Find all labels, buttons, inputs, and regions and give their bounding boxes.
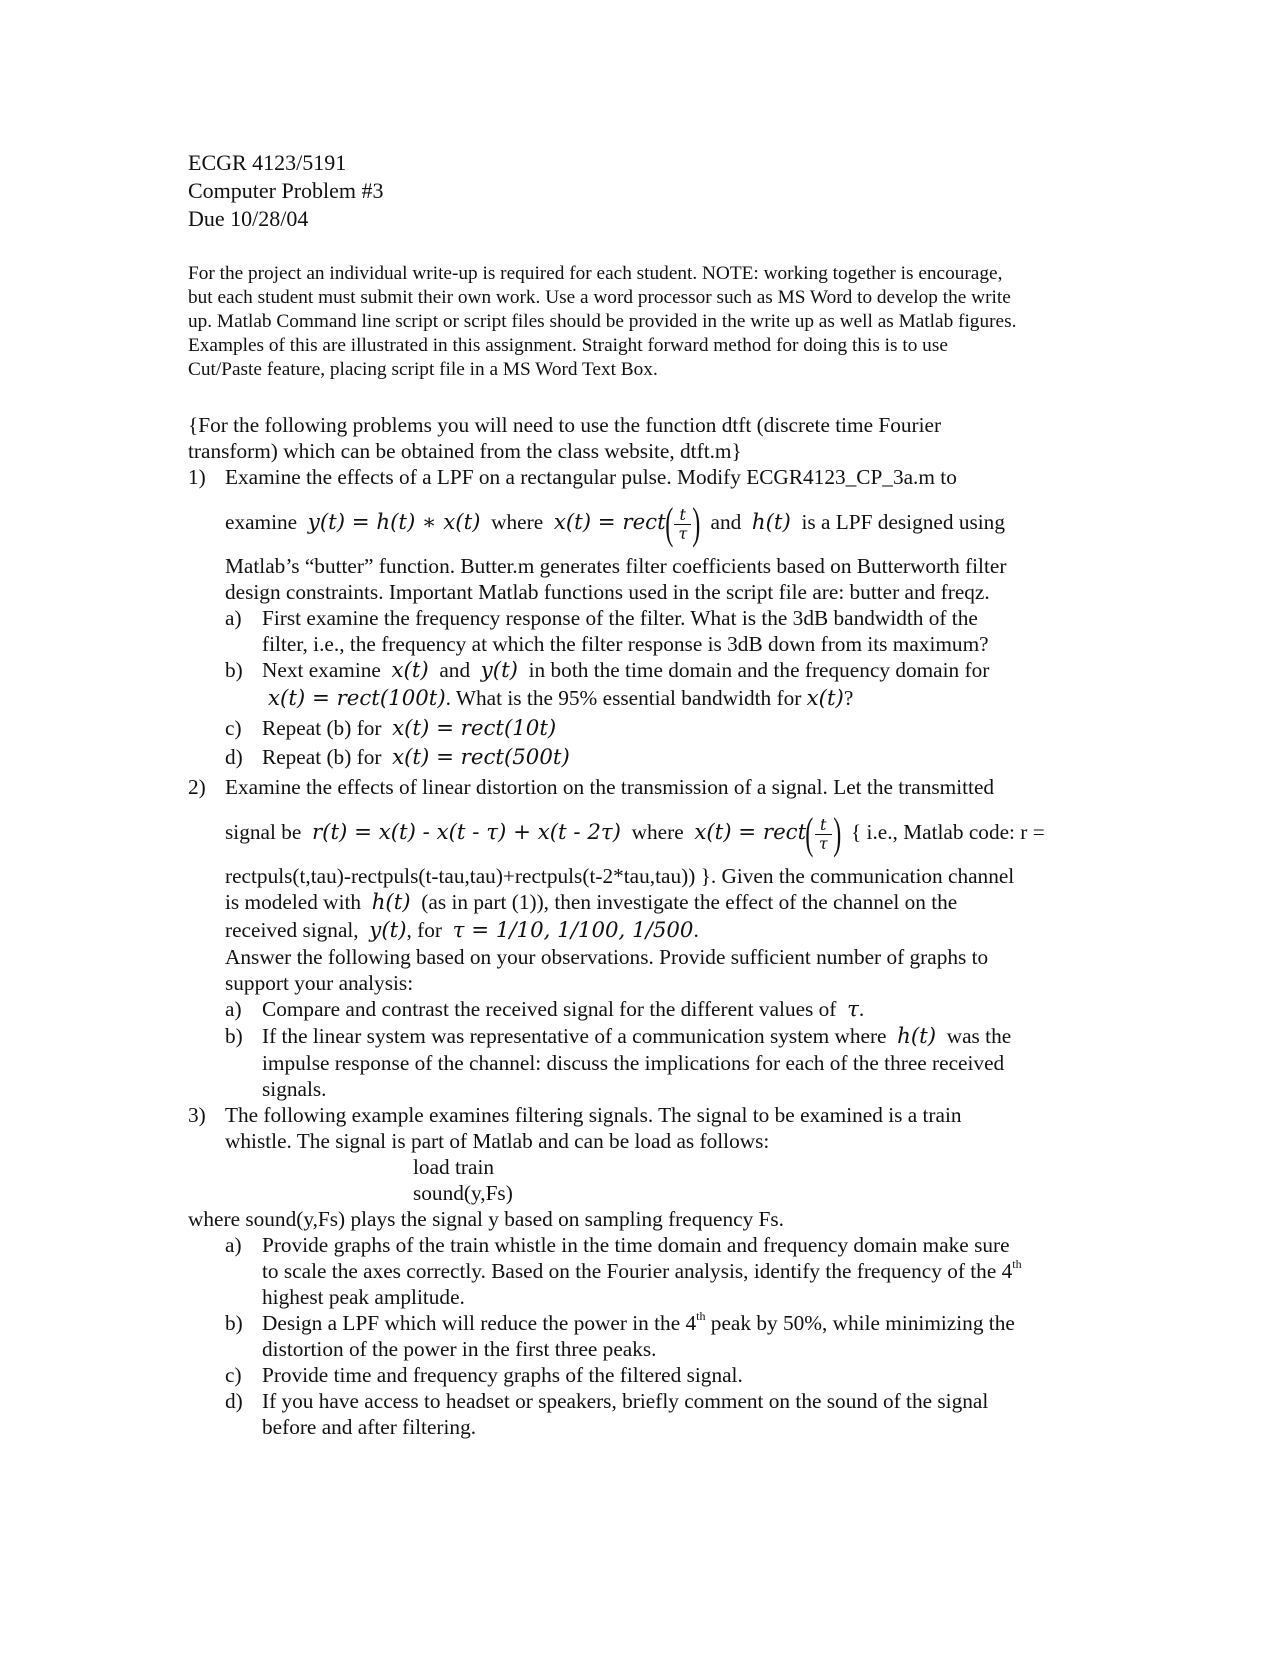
question-mark: ?: [843, 686, 854, 710]
problem-1-equation-line: examine y(t) = h(t) ∗ x(t) where x(t) = rect( $\frac{t}{\tau}$ ) and h(t) is a LPF designed using: [225, 499, 1005, 549]
subpart-b-line: [262, 1309, 1015, 1335]
problem-text: (as in part (1)), then investigate the effect of the channel on the: [421, 890, 958, 914]
subpart-a-line: [262, 1257, 1022, 1283]
h-of-t: h(t): [897, 1024, 937, 1049]
x-of-t: x(t): [806, 686, 844, 711]
subpart-label: c): [225, 716, 242, 740]
problem-1-line: design constraints. Important Matlab functions used in the script file are: butter and freqz.: [225, 580, 990, 604]
subpart-label: b): [225, 658, 243, 682]
rect-equation: x(t) = rect: [694, 820, 807, 845]
problem-1-number: 1): [188, 465, 206, 489]
x-of-t: x(t): [391, 658, 429, 683]
problem-2-line: [225, 920, 699, 941]
subpart-c-line: [262, 718, 556, 739]
intro-line: Cut/Paste feature, placing script file in a MS Word Text Box.: [188, 359, 658, 380]
superscript: th: [1012, 1257, 1022, 1271]
fraction-denominator: τ: [815, 834, 832, 853]
h-of-t: h(t): [751, 510, 791, 535]
subpart-text: If the linear system was representative of a communication system where: [262, 1024, 887, 1048]
problem-text: received signal,: [225, 918, 359, 942]
subpart-text: signals.: [262, 1077, 327, 1101]
subpart-label: d): [225, 745, 243, 769]
and-label: and: [439, 658, 471, 682]
subpart-text: to scale the axes correctly. Based on the Fourier analysis, identify the frequency of the 4: [262, 1259, 1013, 1283]
page-title: Computer Problem #3: [188, 178, 384, 203]
intro-line: but each student must submit their own work. Use a word processor such as MS Word to develop the write: [188, 287, 1011, 308]
rect-100t-equation: x(t) = rect(100t): [268, 686, 446, 711]
subpart-text: Repeat (b) for: [262, 745, 382, 769]
tau-symbol: τ: [847, 997, 859, 1022]
rect-equation: x(t) = rect: [553, 510, 666, 535]
due-date: Due 10/28/04: [188, 206, 309, 231]
problem-3-number: 3): [188, 1103, 206, 1127]
rect-10t-equation: x(t) = rect(10t): [392, 716, 557, 741]
lpf-description: is a LPF designed using: [801, 510, 1005, 534]
subpart-b-line: [262, 660, 989, 681]
subpart-text: First examine the frequency response of the filter. What is the 3dB bandwidth of the: [262, 606, 978, 630]
problem-2-number: 2): [188, 775, 206, 799]
t-over-tau-fraction: [815, 816, 832, 853]
where-label: where: [631, 820, 684, 844]
subpart-text: Design a LPF which will reduce the power in the 4: [262, 1311, 697, 1335]
subpart-label: b): [225, 1024, 243, 1048]
problem-2-equation-line: signal be r(t) = x(t) - x(t - τ) + x(t - 2τ) where x(t) = rect( $\frac{t}{\tau}$ ) { i.e., Matlab code: r =: [225, 809, 1045, 859]
y-of-t: y(t): [369, 918, 407, 943]
subpart-text: peak by 50%, while minimizing the: [705, 1311, 1015, 1335]
fraction-numerator: t: [820, 814, 827, 834]
subpart-label: c): [225, 1363, 242, 1387]
examine-label: examine: [225, 510, 298, 534]
subpart-d-line: [262, 747, 570, 768]
matlab-code-intro: { i.e., Matlab code: r =: [850, 820, 1045, 844]
subpart-label: b): [225, 1311, 243, 1335]
and-label: and: [710, 510, 742, 534]
problem-2-line: [225, 892, 957, 913]
subpart-text: filter, i.e., the frequency at which the filter response is 3dB down from its maximum?: [262, 632, 989, 656]
subpart-text: was the: [946, 1024, 1012, 1048]
problem-2-line: rectpuls(t,tau)-rectpuls(t-tau,tau)+rectpuls(t-2*tau,tau)) }. Given the communication channel: [225, 864, 1015, 888]
rect-500t-equation: x(t) = rect(500t): [392, 745, 570, 770]
convolution-equation: y(t) = h(t) ∗ x(t): [307, 510, 481, 535]
problem-3-line: where sound(y,Fs) plays the signal y based on sampling frequency Fs.: [188, 1207, 785, 1231]
subpart-text: Provide time and frequency graphs of the filtered signal.: [262, 1363, 743, 1387]
subpart-label: a): [225, 1233, 242, 1257]
problem-1-line: Examine the effects of a LPF on a rectangular pulse. Modify ECGR4123_CP_3a.m to: [225, 465, 957, 489]
subpart-text: Next examine: [262, 658, 381, 682]
t-over-tau-fraction: [674, 506, 691, 543]
subpart-text: . What is the 95% essential bandwidth for: [445, 686, 802, 710]
problem-text: , for: [406, 918, 442, 942]
subpart-text: Provide graphs of the train whistle in the time domain and frequency domain make sure: [262, 1233, 1010, 1257]
transmitted-signal-equation: r(t) = x(t) - x(t - τ) + x(t - 2τ): [311, 820, 621, 845]
subpart-text: highest peak amplitude.: [262, 1285, 465, 1309]
subpart-text: impulse response of the channel: discuss the implications for each of the three received: [262, 1051, 1005, 1075]
subpart-text: in both the time domain and the frequency domain for: [528, 658, 990, 682]
subpart-b-line: [262, 1026, 1011, 1047]
subpart-a-line: [262, 999, 864, 1020]
tau-values: τ = 1/10, 1/100, 1/500: [452, 918, 694, 943]
problem-3-line: The following example examines filtering signals. The signal to be examined is a train: [225, 1103, 962, 1127]
problem-2-line: Answer the following based on your observations. Provide sufficient number of graphs to: [225, 945, 989, 969]
subpart-label: d): [225, 1389, 243, 1413]
course-number: ECGR 4123/5191: [188, 150, 347, 175]
subpart-label: a): [225, 606, 242, 630]
fraction-numerator: t: [679, 504, 686, 524]
subpart-text: before and after filtering.: [262, 1415, 477, 1439]
fraction-denominator: τ: [674, 524, 691, 543]
subpart-text: If you have access to headset or speakers, briefly comment on the sound of the signal: [262, 1389, 989, 1413]
note-line: {For the following problems you will need to use the function dtft (discrete time Fourier: [188, 413, 942, 437]
subpart-b-line: [268, 688, 853, 709]
problem-1-line: Matlab’s “butter” function. Butter.m generates filter coefficients based on Butterworth filter: [225, 554, 1007, 578]
problem-2-line: Examine the effects of linear distortion on the transmission of a signal. Let the transmitted: [225, 775, 995, 799]
y-of-t: y(t): [480, 658, 518, 683]
problem-text: is modeled with: [225, 890, 362, 914]
code-line: load train: [413, 1155, 495, 1179]
subpart-text: Repeat (b) for: [262, 716, 382, 740]
intro-line: Examples of this are illustrated in this assignment. Straight forward method for doing this is to use: [188, 335, 948, 356]
code-line: sound(y,Fs): [413, 1181, 513, 1205]
intro-line: For the project an individual write-up is required for each student. NOTE: working together is encourage,: [188, 263, 1003, 284]
problem-3-line: whistle. The signal is part of Matlab and can be load as follows:: [225, 1129, 770, 1153]
problem-2-line: support your analysis:: [225, 971, 414, 995]
signal-be-label: signal be: [225, 820, 302, 844]
superscript: th: [696, 1309, 706, 1323]
subpart-label: a): [225, 997, 242, 1021]
h-of-t: h(t): [371, 890, 411, 915]
note-line: transform) which can be obtained from the class website, dtft.m}: [188, 439, 742, 463]
intro-line: up. Matlab Command line script or script files should be provided in the write up as well as Matlab figures.: [188, 311, 1017, 332]
period: .: [858, 997, 865, 1021]
subpart-text: distortion of the power in the first three peaks.: [262, 1337, 657, 1361]
where-label: where: [491, 510, 544, 534]
period: .: [693, 918, 699, 942]
subpart-text: Compare and contrast the received signal for the different values of: [262, 997, 837, 1021]
